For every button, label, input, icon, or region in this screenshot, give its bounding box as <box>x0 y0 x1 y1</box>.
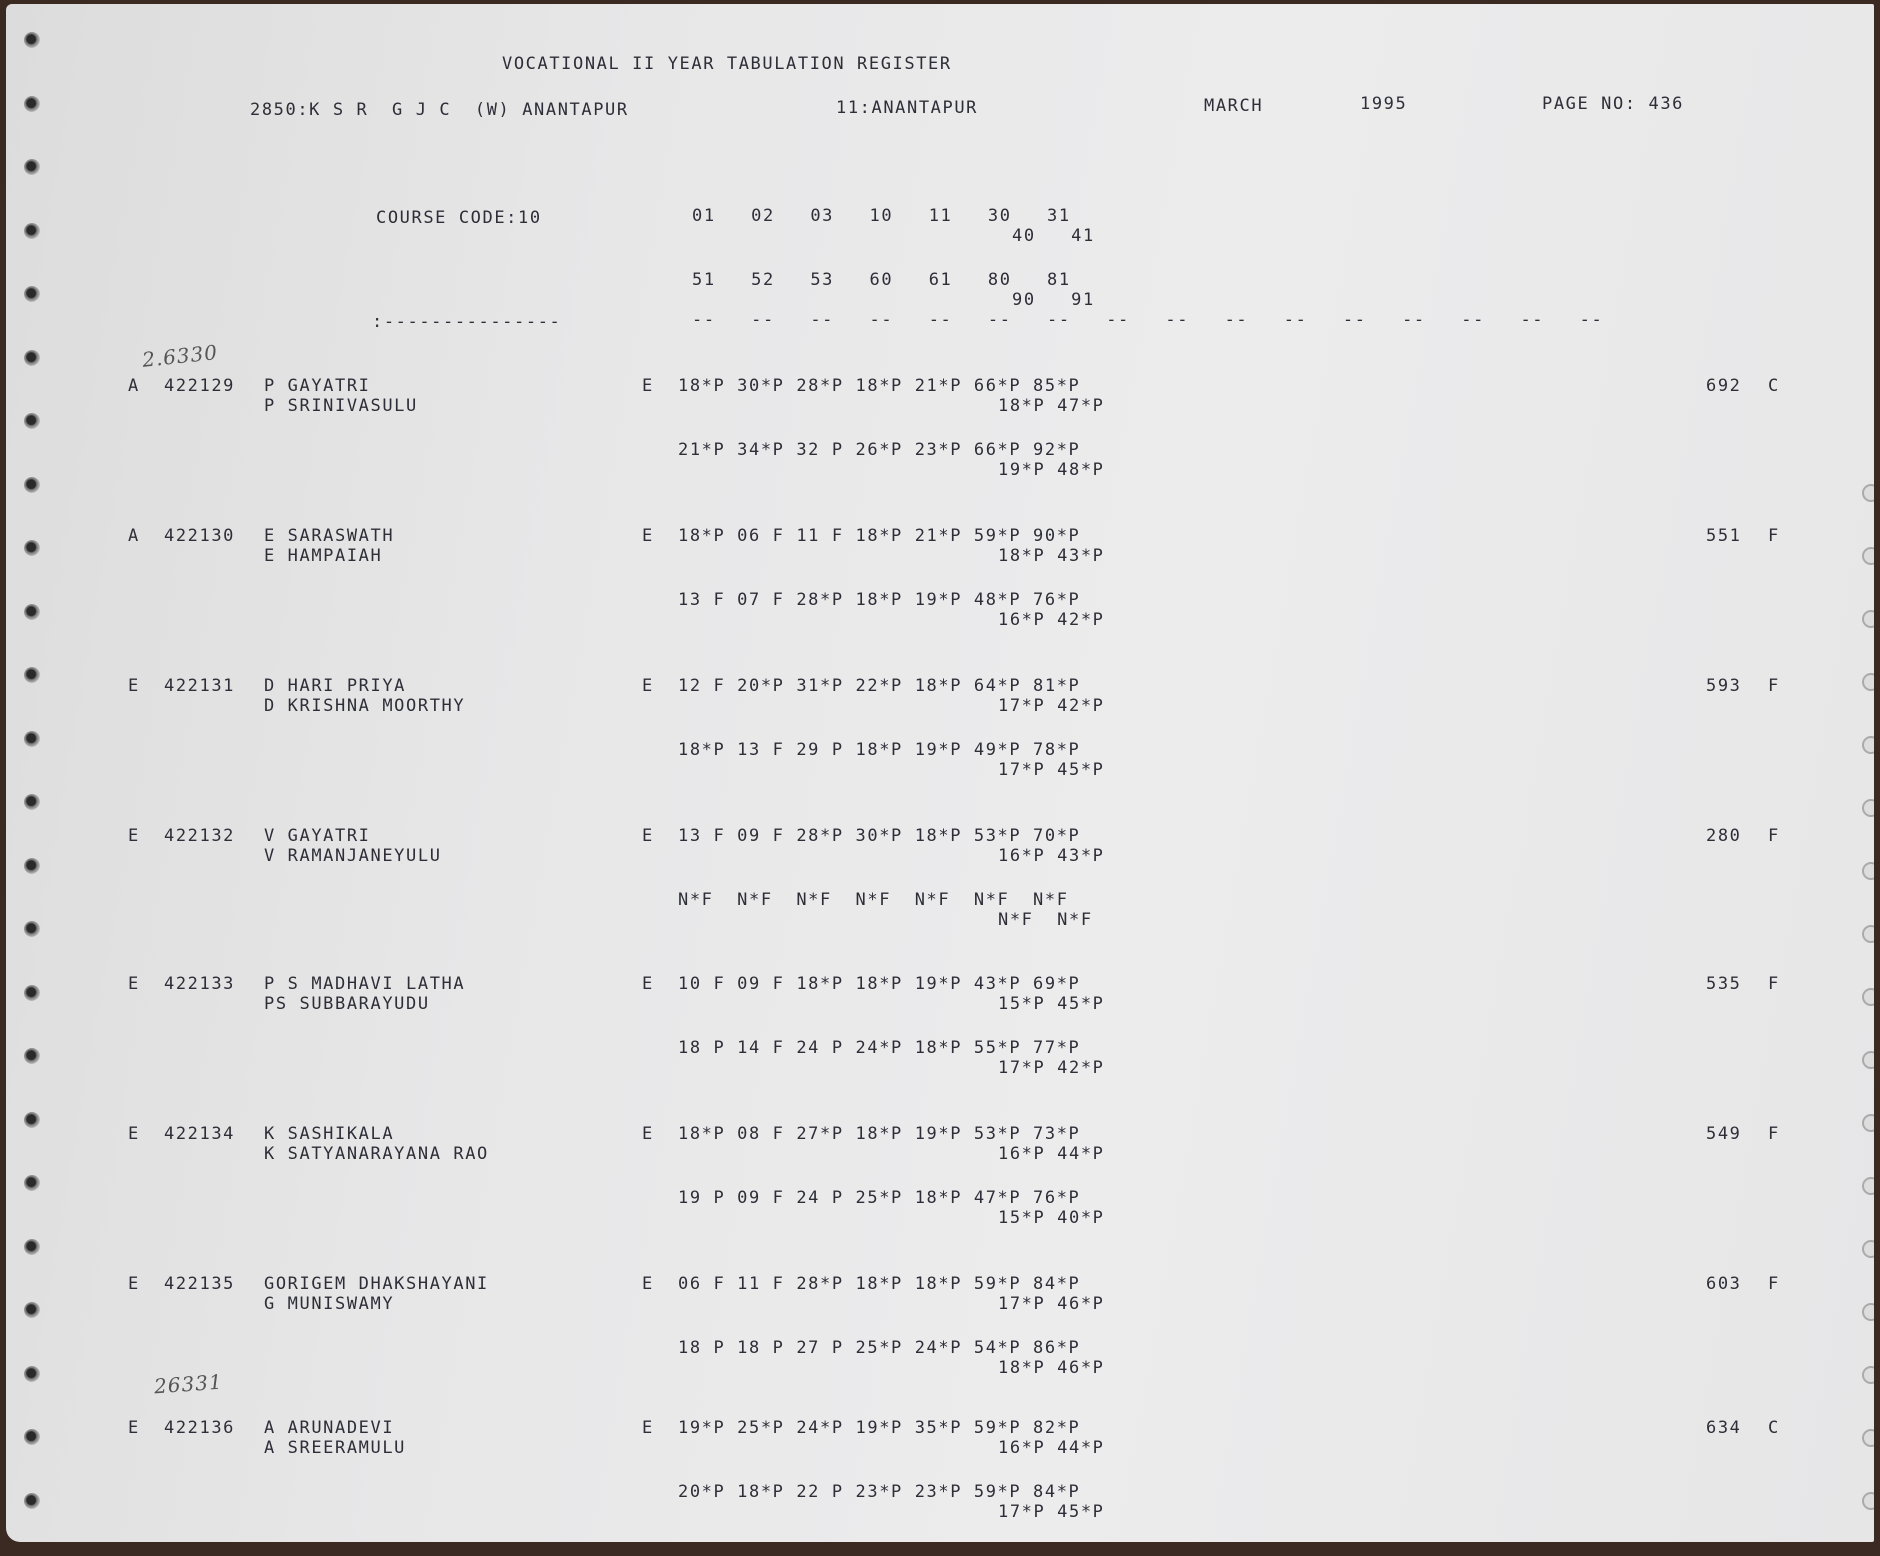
tabulation-register-page <box>6 4 1874 1542</box>
marks-row-1b: 18*P 43*P <box>998 546 1105 566</box>
parent-name: D KRISHNA MOORTHY <box>264 696 466 716</box>
marks-row-2: 18 P 14 F 24 P 24*P 18*P 55*P 77*P <box>678 1038 1081 1058</box>
marks-row-2b: 19*P 48*P <box>998 460 1105 480</box>
feed-hole <box>24 1366 40 1382</box>
marks-row-1: 06 F 11 F 28*P 18*P 18*P 59*P 84*P <box>678 1274 1081 1294</box>
result-grade: C <box>1768 1418 1780 1438</box>
feed-hole <box>24 858 40 874</box>
marks-row-2b: 17*P 45*P <box>998 760 1105 780</box>
marks-row-2: 13 F 07 F 28*P 18*P 19*P 48*P 76*P <box>678 590 1081 610</box>
district: 11:ANANTAPUR <box>836 98 979 118</box>
student-name: P GAYATRI <box>264 376 371 396</box>
feed-hole <box>1862 547 1874 565</box>
marks-row-2: 19 P 09 F 24 P 25*P 18*P 47*P 76*P <box>678 1188 1081 1208</box>
student-name: P S MADHAVI LATHA <box>264 974 466 994</box>
roll-number: 422129 <box>164 376 236 396</box>
exam-year: 1995 <box>1360 94 1408 114</box>
roll-number: 422134 <box>164 1124 236 1144</box>
roll-number: 422136 <box>164 1418 236 1438</box>
marks-row-2b: 17*P 42*P <box>998 1058 1105 1078</box>
student-name: A ARUNADEVI <box>264 1418 395 1438</box>
medium-code: E <box>642 526 654 546</box>
feed-hole <box>1862 1240 1874 1258</box>
student-name: E SARASWATH <box>264 526 395 546</box>
marks-row-1: 10 F 09 F 18*P 18*P 19*P 43*P 69*P <box>678 974 1081 994</box>
medium-code: E <box>642 1274 654 1294</box>
feed-hole <box>1862 1051 1874 1069</box>
feed-hole <box>1862 1366 1874 1384</box>
dash-line-left: :--------------- <box>372 312 562 332</box>
marks-row-2b: 18*P 46*P <box>998 1358 1105 1378</box>
marks-row-1b: 17*P 46*P <box>998 1294 1105 1314</box>
feed-hole <box>1862 1114 1874 1132</box>
feed-hole <box>1862 1492 1874 1510</box>
feed-hole <box>24 1302 40 1318</box>
handwritten-note-1: 2.6330 <box>140 340 220 372</box>
feed-hole <box>1862 862 1874 880</box>
feed-hole <box>1862 736 1874 754</box>
feed-hole <box>24 32 40 48</box>
total-marks: 551 <box>1706 526 1742 546</box>
marks-row-2: 21*P 34*P 32 P 26*P 23*P 66*P 92*P <box>678 440 1081 460</box>
feed-hole <box>24 985 40 1001</box>
total-marks: 593 <box>1706 676 1742 696</box>
feed-hole <box>24 794 40 810</box>
marks-row-1: 18*P 08 F 27*P 18*P 19*P 53*P 73*P <box>678 1124 1081 1144</box>
category-code: E <box>128 1124 140 1144</box>
medium-code: E <box>642 974 654 994</box>
student-name: D HARI PRIYA <box>264 676 407 696</box>
marks-row-1: 18*P 30*P 28*P 18*P 21*P 66*P 85*P <box>678 376 1081 396</box>
feed-hole <box>24 604 40 620</box>
marks-row-2b: N*F N*F <box>998 910 1093 930</box>
result-grade: F <box>1768 526 1780 546</box>
marks-row-1b: 16*P 44*P <box>998 1144 1105 1164</box>
feed-hole <box>1862 925 1874 943</box>
parent-name: K SATYANARAYANA RAO <box>264 1144 489 1164</box>
result-grade: F <box>1768 1124 1780 1144</box>
marks-row-1: 12 F 20*P 31*P 22*P 18*P 64*P 81*P <box>678 676 1081 696</box>
course-code-label: COURSE CODE:10 <box>376 208 542 228</box>
parent-name: P SRINIVASULU <box>264 396 418 416</box>
feed-hole <box>24 921 40 937</box>
tractor-feed-holes <box>24 4 48 1542</box>
roll-number: 422131 <box>164 676 236 696</box>
feed-hole <box>24 1048 40 1064</box>
result-grade: F <box>1768 676 1780 696</box>
feed-hole <box>24 1493 40 1509</box>
marks-row-1: 18*P 06 F 11 F 18*P 21*P 59*P 90*P <box>678 526 1081 546</box>
marks-row-2: 20*P 18*P 22 P 23*P 23*P 59*P 84*P <box>678 1482 1081 1502</box>
marks-row-2: N*F N*F N*F N*F N*F N*F N*F <box>678 890 1069 910</box>
result-grade: F <box>1768 1274 1780 1294</box>
marks-row-1b: 18*P 47*P <box>998 396 1105 416</box>
student-name: GORIGEM DHAKSHAYANI <box>264 1274 489 1294</box>
feed-hole <box>24 1112 40 1128</box>
feed-hole <box>1862 484 1874 502</box>
marks-row-2b: 17*P 45*P <box>998 1502 1105 1522</box>
category-code: A <box>128 526 140 546</box>
medium-code: E <box>642 676 654 696</box>
feed-hole <box>24 1175 40 1191</box>
total-marks: 535 <box>1706 974 1742 994</box>
parent-name: PS SUBBARAYUDU <box>264 994 430 1014</box>
marks-row-1: 19*P 25*P 24*P 19*P 35*P 59*P 82*P <box>678 1418 1081 1438</box>
medium-code: E <box>642 826 654 846</box>
feed-hole <box>24 413 40 429</box>
feed-hole <box>24 350 40 366</box>
category-code: E <box>128 826 140 846</box>
result-grade: F <box>1768 974 1780 994</box>
feed-hole <box>1862 799 1874 817</box>
feed-hole <box>24 667 40 683</box>
right-edge-holes <box>1864 4 1874 1542</box>
subject-codes-row1b: 40 41 <box>1012 226 1095 246</box>
marks-row-2b: 15*P 40*P <box>998 1208 1105 1228</box>
roll-number: 422135 <box>164 1274 236 1294</box>
subject-codes-row1: 01 02 03 10 11 30 31 <box>692 206 1071 226</box>
roll-number: 422132 <box>164 826 236 846</box>
category-code: E <box>128 974 140 994</box>
feed-hole <box>24 477 40 493</box>
handwritten-note-2: 26331 <box>153 1369 224 1399</box>
feed-hole <box>1862 1303 1874 1321</box>
marks-row-1b: 17*P 42*P <box>998 696 1105 716</box>
exam-month: MARCH <box>1204 96 1264 116</box>
college-name: 2850:K S R G J C (W) ANANTAPUR <box>250 100 629 120</box>
medium-code: E <box>642 1124 654 1144</box>
medium-code: E <box>642 1418 654 1438</box>
category-code: E <box>128 676 140 696</box>
dash-line-right: -- -- -- -- -- -- -- -- -- -- -- -- -- -- -- -- <box>692 310 1604 330</box>
feed-hole <box>24 540 40 556</box>
marks-row-1b: 16*P 43*P <box>998 846 1105 866</box>
feed-hole <box>24 731 40 747</box>
feed-hole <box>24 96 40 112</box>
feed-hole <box>1862 1177 1874 1195</box>
parent-name: A SREERAMULU <box>264 1438 407 1458</box>
total-marks: 549 <box>1706 1124 1742 1144</box>
subject-codes-row2: 51 52 53 60 61 80 81 <box>692 270 1071 290</box>
feed-hole <box>24 1239 40 1255</box>
student-name: K SASHIKALA <box>264 1124 395 1144</box>
feed-hole <box>1862 988 1874 1006</box>
total-marks: 603 <box>1706 1274 1742 1294</box>
feed-hole <box>1862 610 1874 628</box>
marks-row-2b: 16*P 42*P <box>998 610 1105 630</box>
marks-row-1b: 15*P 45*P <box>998 994 1105 1014</box>
marks-row-2: 18*P 13 F 29 P 18*P 19*P 49*P 78*P <box>678 740 1081 760</box>
page-number: PAGE NO: 436 <box>1542 94 1685 114</box>
feed-hole <box>1862 1429 1874 1447</box>
parent-name: E HAMPAIAH <box>264 546 383 566</box>
category-code: A <box>128 376 140 396</box>
medium-code: E <box>642 376 654 396</box>
total-marks: 692 <box>1706 376 1742 396</box>
total-marks: 634 <box>1706 1418 1742 1438</box>
feed-hole <box>24 159 40 175</box>
parent-name: G MUNISWAMY <box>264 1294 395 1314</box>
feed-hole <box>1862 673 1874 691</box>
register-title: VOCATIONAL II YEAR TABULATION REGISTER <box>502 54 952 74</box>
student-name: V GAYATRI <box>264 826 371 846</box>
marks-row-2: 18 P 18 P 27 P 25*P 24*P 54*P 86*P <box>678 1338 1081 1358</box>
parent-name: V RAMANJANEYULU <box>264 846 442 866</box>
marks-row-1b: 16*P 44*P <box>998 1438 1105 1458</box>
subject-codes-row2b: 90 91 <box>1012 290 1095 310</box>
result-grade: C <box>1768 376 1780 396</box>
marks-row-1: 13 F 09 F 28*P 30*P 18*P 53*P 70*P <box>678 826 1081 846</box>
category-code: E <box>128 1274 140 1294</box>
roll-number: 422133 <box>164 974 236 994</box>
feed-hole <box>24 1429 40 1445</box>
feed-hole <box>24 286 40 302</box>
result-grade: F <box>1768 826 1780 846</box>
feed-hole <box>24 223 40 239</box>
category-code: E <box>128 1418 140 1438</box>
roll-number: 422130 <box>164 526 236 546</box>
total-marks: 280 <box>1706 826 1742 846</box>
